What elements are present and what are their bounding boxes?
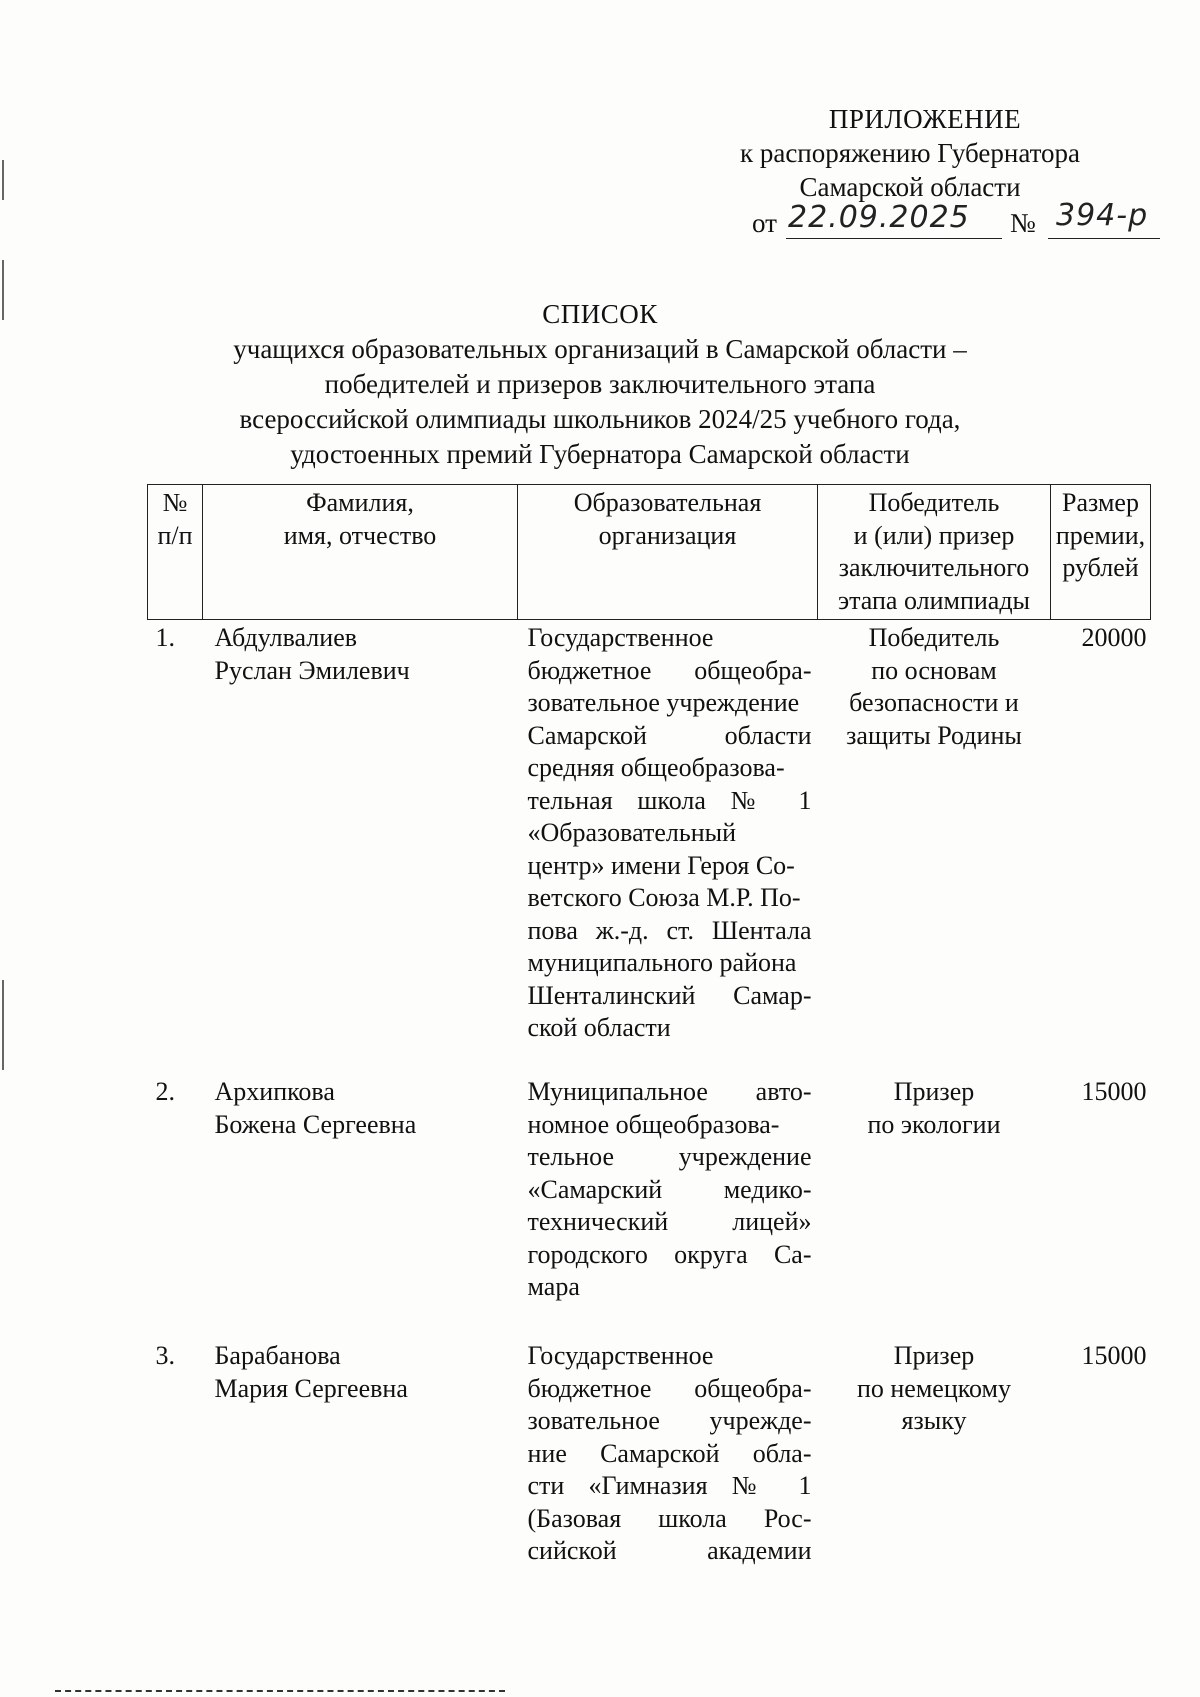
document-title: СПИСОК bbox=[542, 299, 658, 329]
scan-margin-mark bbox=[2, 980, 4, 1070]
number-label: № bbox=[1010, 208, 1036, 238]
header-org: Образовательная организация bbox=[518, 485, 818, 620]
handwritten-date: 22.09.2025 bbox=[788, 200, 970, 235]
award-amount: 15000 bbox=[1081, 1341, 1147, 1370]
organization: Муниципальное авто- номное общеобразова- тельное учреждение «Самарский медико- технический лицей» городского округа Са- мара bbox=[527, 1077, 812, 1301]
award-amount: 20000 bbox=[1081, 623, 1147, 652]
organization: Государственное бюджетное общеобра- зовательное учреждение Самарской области средняя общеобразова- тельная школа № 1 «Образовательный центр» имени Героя Со- ветского Союза М.Р. По- пова ж.-д. ст. Шентала муниципального района Шенталинский Самар- ской области bbox=[527, 623, 812, 1042]
award-amount: 15000 bbox=[1081, 1077, 1147, 1106]
document-subtitle-line: удостоенных премий Губернатора Самарской области bbox=[290, 439, 910, 469]
scan-margin-mark bbox=[2, 160, 4, 200]
date-underline bbox=[786, 238, 1002, 239]
document-subtitle-line: всероссийской олимпиады школьников 2024/25 учебного года, bbox=[239, 404, 961, 434]
scan-margin-mark bbox=[2, 260, 4, 320]
student-name: Абдулвалиев Руслан Эмилевич bbox=[214, 623, 410, 685]
table-row bbox=[148, 1338, 1151, 1568]
student-name: Барабанова Мария Сергеевна bbox=[214, 1341, 408, 1403]
header-num: № п/п bbox=[148, 485, 203, 620]
document-subtitle-line: учащихся образовательных организаций в Самарской области – bbox=[233, 334, 967, 364]
olympiad-result: Призер по экологии bbox=[867, 1077, 1001, 1139]
laureates-table bbox=[147, 484, 1151, 1568]
student-name: Архипкова Божена Сергеевна bbox=[214, 1077, 417, 1139]
page-bottom-rule bbox=[55, 1690, 505, 1692]
olympiad-result: Победитель по основам безопасности и защиты Родины bbox=[846, 623, 1022, 750]
organization: Государственное бюджетное общеобра- зовательное учрежде- ние Самарской обла- сти «Гимназия № 1 (Базовая школа Рос- сийской академии bbox=[527, 1341, 812, 1565]
header-amount: Размер премии, рублей bbox=[1051, 485, 1151, 620]
header-name: Фамилия, имя, отчество bbox=[203, 485, 518, 620]
table-row bbox=[148, 1074, 1151, 1338]
row-number: 2. bbox=[155, 1077, 175, 1106]
table-header-row bbox=[148, 485, 1151, 620]
number-underline bbox=[1048, 238, 1160, 239]
document-title-block bbox=[200, 297, 1000, 472]
annex-date-number-line bbox=[752, 198, 1162, 244]
from-label: от bbox=[752, 208, 777, 238]
annex-header bbox=[720, 102, 1100, 204]
annex-line-region: Самарской области bbox=[799, 172, 1021, 202]
olympiad-result: Призер по немецкому языку bbox=[856, 1341, 1012, 1435]
annex-line-order: к распоряжению Губернатора bbox=[739, 138, 1081, 168]
row-number: 1. bbox=[155, 623, 175, 652]
handwritten-number: 394-р bbox=[1056, 198, 1149, 233]
header-result: Победитель и (или) призер заключительного этапа олимпиады bbox=[818, 485, 1051, 620]
row-number: 3. bbox=[155, 1341, 175, 1370]
document-subtitle-line: победителей и призеров заключительного этапа bbox=[324, 369, 876, 399]
annex-title: ПРИЛОЖЕНИЕ bbox=[828, 104, 1022, 134]
table-row bbox=[148, 620, 1151, 1075]
